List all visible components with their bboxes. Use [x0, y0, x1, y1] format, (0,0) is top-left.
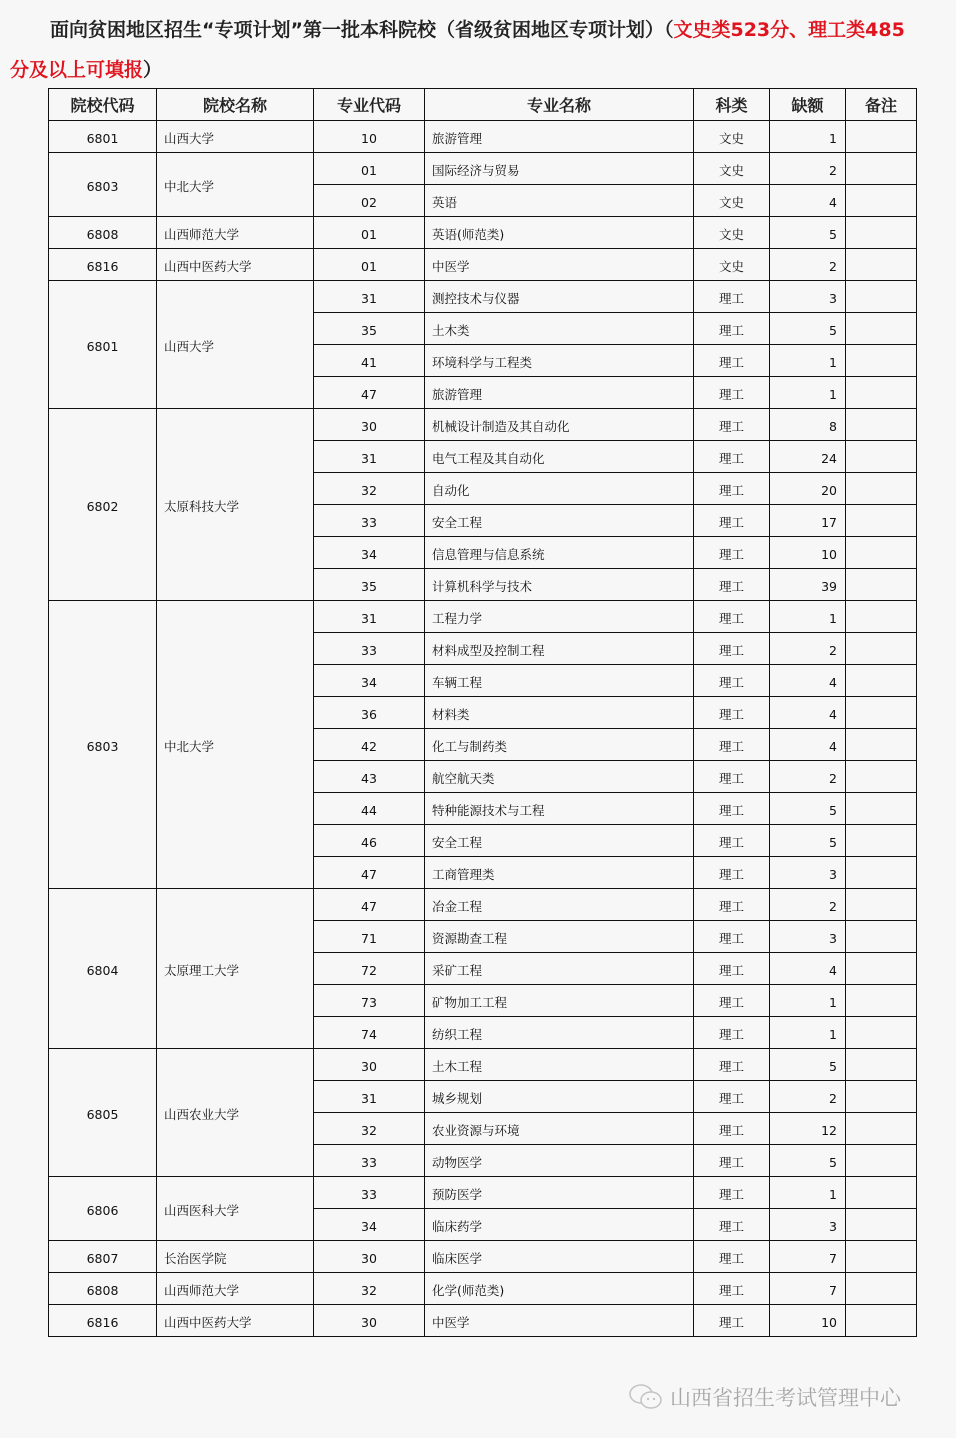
- header-major-code: 专业代码: [314, 89, 425, 121]
- major-name-cell: 国际经济与贸易: [425, 153, 694, 185]
- school-code-cell: 6803: [49, 601, 157, 889]
- vacancy-cell: 5: [770, 1049, 846, 1081]
- title-score-note: 文史类523分、理工类485: [673, 19, 905, 41]
- school-name-cell: 山西大学: [157, 121, 314, 153]
- table-row: [49, 281, 917, 313]
- major-code-cell: 47: [314, 857, 425, 889]
- category-cell: 理工: [694, 313, 770, 345]
- school-name-cell: 山西师范大学: [157, 217, 314, 249]
- major-code-cell: 30: [314, 1305, 425, 1337]
- header-major-name: 专业名称: [425, 89, 694, 121]
- remarks-cell: [846, 729, 917, 761]
- remarks-cell: [846, 1081, 917, 1113]
- major-name-cell: 车辆工程: [425, 665, 694, 697]
- major-name-cell: 工程力学: [425, 601, 694, 633]
- remarks-cell: [846, 313, 917, 345]
- vacancy-cell: 1: [770, 1177, 846, 1209]
- major-code-cell: 02: [314, 185, 425, 217]
- major-name-cell: 旅游管理: [425, 121, 694, 153]
- vacancy-cell: 20: [770, 473, 846, 505]
- major-code-cell: 31: [314, 281, 425, 313]
- vacancy-cell: 1: [770, 377, 846, 409]
- school-name-cell: 中北大学: [157, 153, 314, 217]
- major-code-cell: 30: [314, 1049, 425, 1081]
- category-cell: 文史: [694, 153, 770, 185]
- table-row: [49, 217, 917, 249]
- wechat-icon: [628, 1382, 664, 1412]
- vacancy-cell: 17: [770, 505, 846, 537]
- vacancy-cell: 3: [770, 921, 846, 953]
- category-cell: 理工: [694, 409, 770, 441]
- category-cell: 理工: [694, 377, 770, 409]
- category-cell: 理工: [694, 281, 770, 313]
- major-name-cell: 安全工程: [425, 825, 694, 857]
- major-code-cell: 32: [314, 1113, 425, 1145]
- remarks-cell: [846, 953, 917, 985]
- school-code-cell: 6805: [49, 1049, 157, 1177]
- vacancy-cell: 4: [770, 185, 846, 217]
- category-cell: 理工: [694, 505, 770, 537]
- vacancy-cell: 7: [770, 1241, 846, 1273]
- remarks-cell: [846, 537, 917, 569]
- vacancy-cell: 2: [770, 249, 846, 281]
- category-cell: 理工: [694, 1113, 770, 1145]
- school-name-cell: 太原科技大学: [157, 409, 314, 601]
- category-cell: 理工: [694, 473, 770, 505]
- major-name-cell: 冶金工程: [425, 889, 694, 921]
- vacancy-cell: 7: [770, 1273, 846, 1305]
- admissions-table: [48, 88, 917, 1337]
- category-cell: 理工: [694, 1177, 770, 1209]
- category-cell: 理工: [694, 857, 770, 889]
- category-cell: 理工: [694, 697, 770, 729]
- category-cell: 理工: [694, 633, 770, 665]
- vacancy-cell: 2: [770, 761, 846, 793]
- remarks-cell: [846, 1145, 917, 1177]
- category-cell: 理工: [694, 985, 770, 1017]
- category-cell: 理工: [694, 729, 770, 761]
- major-code-cell: 41: [314, 345, 425, 377]
- category-cell: 文史: [694, 249, 770, 281]
- major-name-cell: 动物医学: [425, 1145, 694, 1177]
- school-code-cell: 6801: [49, 281, 157, 409]
- remarks-cell: [846, 633, 917, 665]
- major-name-cell: 特种能源技术与工程: [425, 793, 694, 825]
- major-code-cell: 01: [314, 249, 425, 281]
- category-cell: 理工: [694, 345, 770, 377]
- major-name-cell: 化工与制药类: [425, 729, 694, 761]
- major-code-cell: 44: [314, 793, 425, 825]
- remarks-cell: [846, 889, 917, 921]
- table-row: [49, 121, 917, 153]
- school-code-cell: 6816: [49, 1305, 157, 1337]
- major-name-cell: 机械设计制造及其自动化: [425, 409, 694, 441]
- major-name-cell: 信息管理与信息系统: [425, 537, 694, 569]
- header-school-name: 院校名称: [157, 89, 314, 121]
- title-main: 面向贫困地区招生“专项计划”第一批本科院校（省级贫困地区专项计划）（: [50, 19, 674, 41]
- school-name-cell: 山西中医药大学: [157, 249, 314, 281]
- vacancy-cell: 1: [770, 601, 846, 633]
- category-cell: 理工: [694, 1145, 770, 1177]
- major-code-cell: 30: [314, 409, 425, 441]
- watermark-text: 山西省招生考试管理中心: [670, 1386, 901, 1410]
- major-name-cell: 纺织工程: [425, 1017, 694, 1049]
- vacancy-cell: 5: [770, 217, 846, 249]
- school-code-cell: 6801: [49, 121, 157, 153]
- school-code-cell: 6807: [49, 1241, 157, 1273]
- header-school-code: 院校代码: [49, 89, 157, 121]
- school-code-cell: 6804: [49, 889, 157, 1049]
- remarks-cell: [846, 985, 917, 1017]
- remarks-cell: [846, 505, 917, 537]
- remarks-cell: [846, 121, 917, 153]
- major-name-cell: 预防医学: [425, 1177, 694, 1209]
- remarks-cell: [846, 1209, 917, 1241]
- major-code-cell: 47: [314, 377, 425, 409]
- vacancy-cell: 24: [770, 441, 846, 473]
- remarks-cell: [846, 1273, 917, 1305]
- remarks-cell: [846, 857, 917, 889]
- vacancy-cell: 2: [770, 633, 846, 665]
- major-name-cell: 英语: [425, 185, 694, 217]
- major-name-cell: 安全工程: [425, 505, 694, 537]
- major-code-cell: 72: [314, 953, 425, 985]
- title-score-note-cont: 分及以上可填报: [10, 59, 144, 81]
- school-code-cell: 6816: [49, 249, 157, 281]
- major-name-cell: 英语(师范类): [425, 217, 694, 249]
- table-row: [49, 153, 917, 185]
- remarks-cell: [846, 473, 917, 505]
- table-header-row: [49, 89, 917, 121]
- category-cell: 文史: [694, 121, 770, 153]
- school-code-cell: 6803: [49, 153, 157, 217]
- vacancy-cell: 1: [770, 121, 846, 153]
- school-code-cell: 6806: [49, 1177, 157, 1241]
- school-code-cell: 6808: [49, 1273, 157, 1305]
- major-name-cell: 中医学: [425, 1305, 694, 1337]
- vacancy-cell: 39: [770, 569, 846, 601]
- category-cell: 理工: [694, 1241, 770, 1273]
- category-cell: 理工: [694, 761, 770, 793]
- remarks-cell: [846, 697, 917, 729]
- category-cell: 理工: [694, 1305, 770, 1337]
- vacancy-cell: 4: [770, 953, 846, 985]
- remarks-cell: [846, 1113, 917, 1145]
- vacancy-cell: 1: [770, 1017, 846, 1049]
- major-code-cell: 33: [314, 505, 425, 537]
- remarks-cell: [846, 281, 917, 313]
- table-row: [49, 1273, 917, 1305]
- major-code-cell: 43: [314, 761, 425, 793]
- major-code-cell: 73: [314, 985, 425, 1017]
- major-name-cell: 航空航天类: [425, 761, 694, 793]
- vacancy-cell: 3: [770, 281, 846, 313]
- major-name-cell: 计算机科学与技术: [425, 569, 694, 601]
- remarks-cell: [846, 1241, 917, 1273]
- school-name-cell: 山西农业大学: [157, 1049, 314, 1177]
- table-row: [49, 249, 917, 281]
- major-code-cell: 35: [314, 313, 425, 345]
- table-row: [49, 1305, 917, 1337]
- vacancy-cell: 4: [770, 697, 846, 729]
- major-code-cell: 42: [314, 729, 425, 761]
- major-name-cell: 工商管理类: [425, 857, 694, 889]
- school-name-cell: 山西医科大学: [157, 1177, 314, 1241]
- vacancy-cell: 2: [770, 1081, 846, 1113]
- vacancy-cell: 3: [770, 857, 846, 889]
- table-row: [49, 1241, 917, 1273]
- school-code-cell: 6808: [49, 217, 157, 249]
- major-code-cell: 33: [314, 633, 425, 665]
- major-code-cell: 01: [314, 153, 425, 185]
- major-code-cell: 30: [314, 1241, 425, 1273]
- category-cell: 理工: [694, 1273, 770, 1305]
- remarks-cell: [846, 153, 917, 185]
- vacancy-cell: 4: [770, 729, 846, 761]
- header-remarks: 备注: [846, 89, 917, 121]
- table-row: [49, 409, 917, 441]
- major-code-cell: 34: [314, 665, 425, 697]
- category-cell: 理工: [694, 665, 770, 697]
- vacancy-cell: 5: [770, 313, 846, 345]
- vacancy-cell: 1: [770, 345, 846, 377]
- category-cell: 理工: [694, 1081, 770, 1113]
- major-name-cell: 化学(师范类): [425, 1273, 694, 1305]
- remarks-cell: [846, 1177, 917, 1209]
- remarks-cell: [846, 409, 917, 441]
- major-name-cell: 矿物加工工程: [425, 985, 694, 1017]
- category-cell: 理工: [694, 1017, 770, 1049]
- major-code-cell: 32: [314, 473, 425, 505]
- major-name-cell: 城乡规划: [425, 1081, 694, 1113]
- category-cell: 理工: [694, 825, 770, 857]
- major-code-cell: 33: [314, 1177, 425, 1209]
- watermark: [628, 1382, 901, 1412]
- major-name-cell: 旅游管理: [425, 377, 694, 409]
- school-name-cell: 山西大学: [157, 281, 314, 409]
- remarks-cell: [846, 665, 917, 697]
- vacancy-cell: 5: [770, 793, 846, 825]
- major-code-cell: 36: [314, 697, 425, 729]
- major-name-cell: 土木工程: [425, 1049, 694, 1081]
- major-name-cell: 采矿工程: [425, 953, 694, 985]
- school-name-cell: 山西师范大学: [157, 1273, 314, 1305]
- remarks-cell: [846, 345, 917, 377]
- remarks-cell: [846, 217, 917, 249]
- remarks-cell: [846, 441, 917, 473]
- major-name-cell: 材料类: [425, 697, 694, 729]
- major-code-cell: 31: [314, 601, 425, 633]
- vacancy-cell: 5: [770, 825, 846, 857]
- vacancy-cell: 4: [770, 665, 846, 697]
- table-row: [49, 1177, 917, 1209]
- major-code-cell: 01: [314, 217, 425, 249]
- category-cell: 理工: [694, 1049, 770, 1081]
- major-code-cell: 74: [314, 1017, 425, 1049]
- vacancy-cell: 2: [770, 889, 846, 921]
- major-code-cell: 33: [314, 1145, 425, 1177]
- vacancy-cell: 10: [770, 537, 846, 569]
- remarks-cell: [846, 249, 917, 281]
- table-row: [49, 1049, 917, 1081]
- remarks-cell: [846, 1305, 917, 1337]
- category-cell: 理工: [694, 569, 770, 601]
- remarks-cell: [846, 1049, 917, 1081]
- category-cell: 理工: [694, 953, 770, 985]
- category-cell: 理工: [694, 1209, 770, 1241]
- major-name-cell: 临床医学: [425, 1241, 694, 1273]
- remarks-cell: [846, 569, 917, 601]
- major-name-cell: 测控技术与仪器: [425, 281, 694, 313]
- vacancy-cell: 1: [770, 985, 846, 1017]
- major-name-cell: 电气工程及其自动化: [425, 441, 694, 473]
- vacancy-cell: 12: [770, 1113, 846, 1145]
- category-cell: 文史: [694, 217, 770, 249]
- major-name-cell: 环境科学与工程类: [425, 345, 694, 377]
- school-code-cell: 6802: [49, 409, 157, 601]
- major-code-cell: 35: [314, 569, 425, 601]
- table-row: [49, 601, 917, 633]
- header-category: 科类: [694, 89, 770, 121]
- major-code-cell: 34: [314, 1209, 425, 1241]
- major-code-cell: 46: [314, 825, 425, 857]
- major-code-cell: 34: [314, 537, 425, 569]
- remarks-cell: [846, 921, 917, 953]
- category-cell: 理工: [694, 793, 770, 825]
- school-name-cell: 山西中医药大学: [157, 1305, 314, 1337]
- category-cell: 理工: [694, 921, 770, 953]
- major-name-cell: 土木类: [425, 313, 694, 345]
- remarks-cell: [846, 185, 917, 217]
- category-cell: 理工: [694, 441, 770, 473]
- remarks-cell: [846, 1017, 917, 1049]
- remarks-cell: [846, 761, 917, 793]
- vacancy-cell: 8: [770, 409, 846, 441]
- major-name-cell: 中医学: [425, 249, 694, 281]
- table-row: [49, 889, 917, 921]
- remarks-cell: [846, 793, 917, 825]
- category-cell: 理工: [694, 537, 770, 569]
- school-name-cell: 太原理工大学: [157, 889, 314, 1049]
- school-name-cell: 长治医学院: [157, 1241, 314, 1273]
- category-cell: 文史: [694, 185, 770, 217]
- major-name-cell: 农业资源与环境: [425, 1113, 694, 1145]
- school-name-cell: 中北大学: [157, 601, 314, 889]
- major-code-cell: 31: [314, 1081, 425, 1113]
- remarks-cell: [846, 825, 917, 857]
- page-title: [10, 10, 955, 90]
- major-code-cell: 10: [314, 121, 425, 153]
- category-cell: 理工: [694, 889, 770, 921]
- major-code-cell: 71: [314, 921, 425, 953]
- title-close: ）: [143, 59, 163, 81]
- vacancy-cell: 3: [770, 1209, 846, 1241]
- major-name-cell: 临床药学: [425, 1209, 694, 1241]
- header-vacancy: 缺额: [770, 89, 846, 121]
- major-name-cell: 自动化: [425, 473, 694, 505]
- major-name-cell: 材料成型及控制工程: [425, 633, 694, 665]
- remarks-cell: [846, 377, 917, 409]
- category-cell: 理工: [694, 601, 770, 633]
- vacancy-cell: 5: [770, 1145, 846, 1177]
- vacancy-cell: 10: [770, 1305, 846, 1337]
- remarks-cell: [846, 601, 917, 633]
- major-code-cell: 47: [314, 889, 425, 921]
- major-code-cell: 31: [314, 441, 425, 473]
- vacancy-cell: 2: [770, 153, 846, 185]
- major-name-cell: 资源勘查工程: [425, 921, 694, 953]
- major-code-cell: 32: [314, 1273, 425, 1305]
